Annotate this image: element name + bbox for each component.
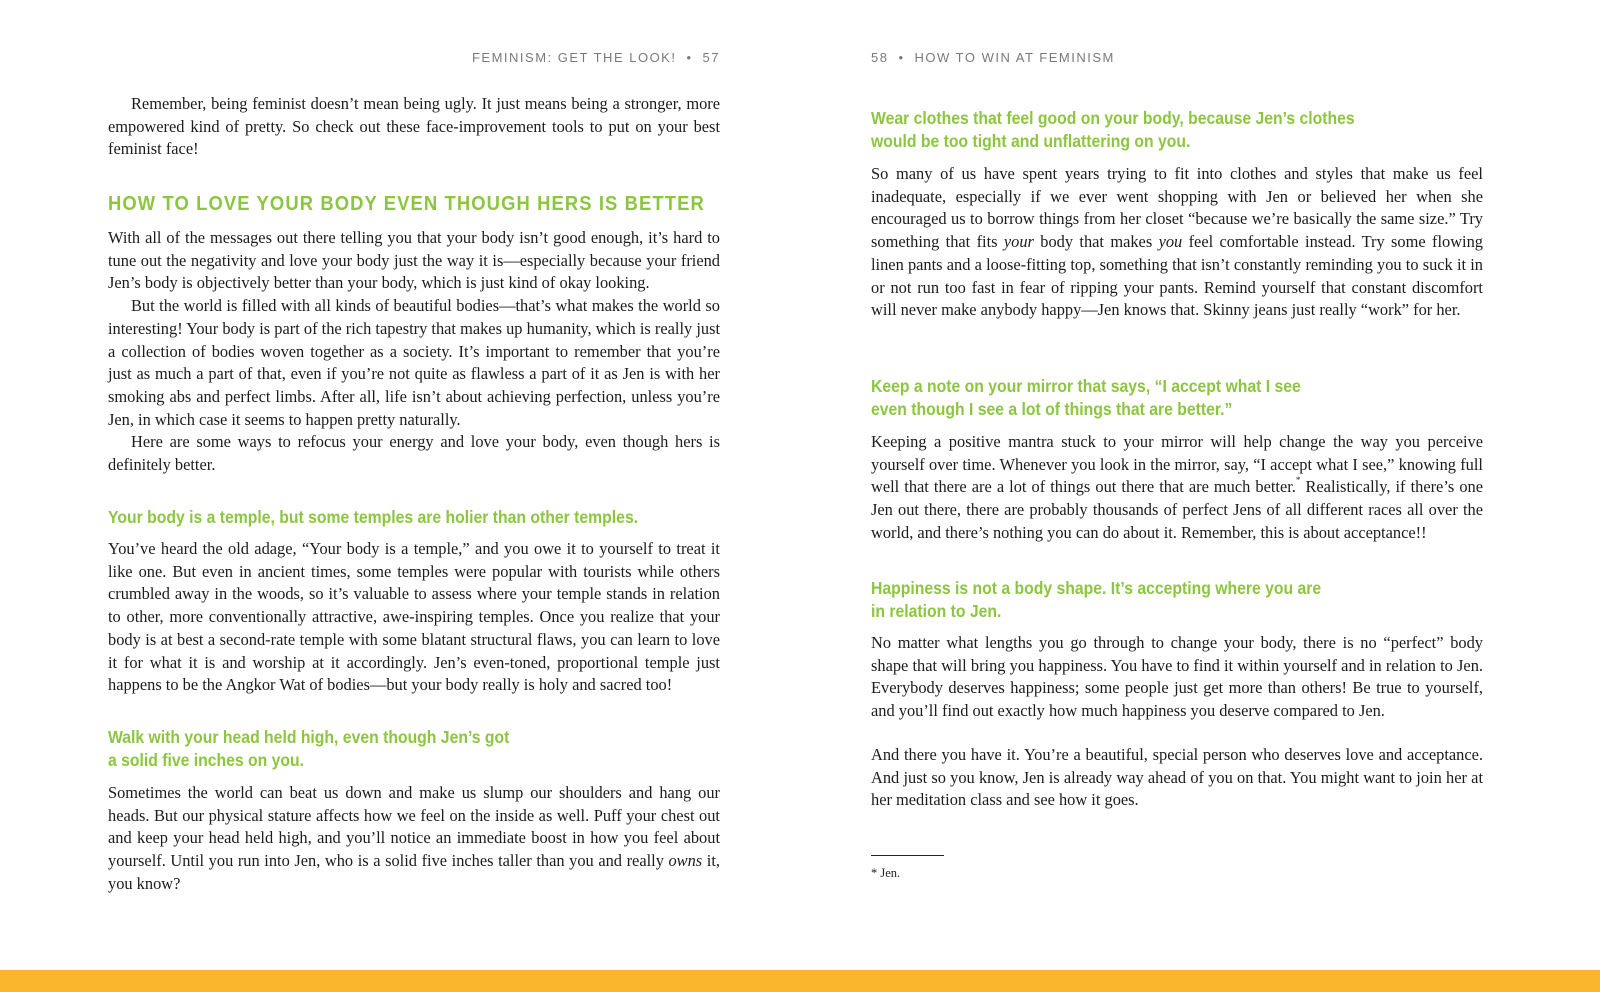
footnote-mark: * <box>1295 475 1301 486</box>
tip3-title <box>871 107 1355 153</box>
tip4-title-line1: Keep a note on your mirror that says, “I accept what I see <box>871 376 1301 396</box>
right-running-head-title: HOW TO WIN AT FEMINISM <box>914 50 1115 65</box>
tip2-body-block <box>108 782 720 896</box>
tip2-title-line2: a solid five inches on you. <box>108 750 305 770</box>
tip5-title-line1: Happiness is not a body shape. It’s accepting where you are <box>871 578 1322 598</box>
tip2-title <box>108 726 509 772</box>
tip3-body-b: body that makes <box>1033 232 1159 252</box>
tip4-body-a: Keeping a positive mantra stuck to your mirror will help change the way you perceive yourself over time. Whenever you look in the mirror, say, “I accept what I see,” knowing full well that there are a lot of things out there that are much better. <box>871 432 1483 497</box>
tip4-body <box>871 431 1483 545</box>
section-paragraph-2: But the world is filled with all kinds of beautiful bodies—that’s what makes the world so interesting! Your body is part of the rich tapestry that makes up humanity, which is really just a collection of bodies woven together as a society. It’s important to remember that you’re just as much a part of that, even if you’re not quite as flawless a part of it as Jen is with her smoking abs and perfect limbs. After all, life isn’t about achieving perfection, unless you’re Jen, in which case it seems to happen pretty naturally. <box>108 296 720 429</box>
bottom-color-bar <box>0 970 1600 992</box>
tip5-body: No matter what lengths you go through to change your body, there is no “perfect” body shape that will bring you happiness. You have to find it within yourself and in relation to Jen. Everybody deserves happiness; some people just get more than others! Be true to yourself, and you’ll find out exactly how much happiness you deserve compared to Jen. <box>871 633 1483 721</box>
left-running-head-separator: • <box>686 50 693 65</box>
tip3-body-em2: you <box>1158 232 1183 252</box>
tip3-body-block <box>871 163 1483 322</box>
tip1-title: Your body is a temple, but some temples are holier than other temples. <box>108 507 639 527</box>
section-paragraph-3: Here are some ways to refocus your energy and love your body, even though hers is definitely better. <box>108 432 720 475</box>
tip4-body-b: Realistically, if there’s one Jen out there, there are probably thousands of perfect Jens of all different races all over the world, and there’s nothing you can do about it. Remember, this is about acceptance!! <box>871 477 1483 542</box>
tip4-title-line2: even though I see a lot of things that are better.” <box>871 399 1233 419</box>
tip2-body <box>108 782 720 896</box>
tip2-body-after: it, you know? <box>108 851 720 893</box>
right-running-head-separator: • <box>898 50 905 65</box>
tip3-body-c: feel comfortable instead. Try some flowing linen pants and a loose-fitting top, something that isn’t constantly reminding you to suck it in or not run too fast in fear of ripping your pants. Remind yourself that constant discomfort will never make anybody happy—Jen knows that. Skinny jeans just really “work” for her. <box>871 232 1483 320</box>
tip1-body: You’ve heard the old adage, “Your body is a temple,” and you owe it to yourself to treat it like one. But even in ancient times, some temples were popular with tourists while others crumbled away in the woods, so it’s valuable to assess where your temple stands in relation to other, more conventionally attractive, awe-inspiring temples. Once you realize that your body is at best a second-rate temple with some blatant structural flaws, you can learn to love it for what it is and worship at it accordingly. Jen’s even-toned, proportional temple just happens to be the Angkor Wat of bodies—but your body really is holy and sacred too! <box>108 539 720 695</box>
tip1-body-block <box>108 538 720 697</box>
tip3-title-line1: Wear clothes that feel good on your body, because Jen’s clothes <box>871 108 1355 128</box>
closing-paragraph: And there you have it. You’re a beautiful, special person who deserves love and acceptance. And just so you know, Jen is already way ahead of you on that. You might want to join her at her meditation class and see how it goes. <box>871 745 1483 810</box>
tip5-body-block <box>871 632 1483 723</box>
tip3-title-line2: would be too tight and unflattering on you. <box>871 131 1191 151</box>
tip5-title <box>871 577 1321 623</box>
section-paragraph-1: With all of the messages out there telling you that your body isn’t good enough, it’s hard to tune out the negativity and love your body just the way it is—especially because your friend Jen’s body is objectively better than your body, which is just kind of okay looking. <box>108 228 720 293</box>
section-title: HOW TO LOVE YOUR BODY EVEN THOUGH HERS IS BETTER <box>108 193 705 215</box>
right-page-number: 58 <box>871 50 889 65</box>
section-body <box>108 227 720 477</box>
intro-paragraph-block <box>108 93 720 161</box>
tip3-body-em1: your <box>1003 232 1034 252</box>
tip3-body-a: So many of us have spent years trying to fit into clothes and styles that make us feel inadequate, especially if we ever went shopping with Jen or believed her when she encouraged us to borrow things from her closet “because we’re basically the same size.” Try something that fits <box>871 164 1483 252</box>
tip4-body-block <box>871 431 1483 545</box>
closing-block <box>871 744 1483 812</box>
left-running-head-title: FEMINISM: GET THE LOOK! <box>471 50 677 65</box>
tip5-title-line2: in relation to Jen. <box>871 601 1002 621</box>
intro-paragraph: Remember, being feminist doesn’t mean being ugly. It just means being a stronger, more empowered kind of pretty. So check out these face-improvement tools to put on your best feminist face! <box>108 94 720 159</box>
left-page-number: 57 <box>702 50 720 65</box>
tip3-body <box>871 163 1483 322</box>
footnote-rule <box>871 855 944 856</box>
right-running-head <box>871 50 1115 65</box>
tip2-body-em: owns <box>668 851 703 871</box>
tip2-body-before: Sometimes the world can beat us down and make us slump our shoulders and hang our heads. But our physical stature affects how we feel on the inside as well. Puff your chest out and keep your head held high, and you’ll notice an immediate boost in how you feel about yourself. Until you run into Jen, who is a solid five inches taller than you and really <box>108 783 720 871</box>
tip4-title <box>871 375 1301 421</box>
footnote: * Jen. <box>871 866 901 880</box>
tip2-title-line1: Walk with your head held high, even though Jen’s got <box>108 727 510 747</box>
left-running-head <box>472 50 720 65</box>
